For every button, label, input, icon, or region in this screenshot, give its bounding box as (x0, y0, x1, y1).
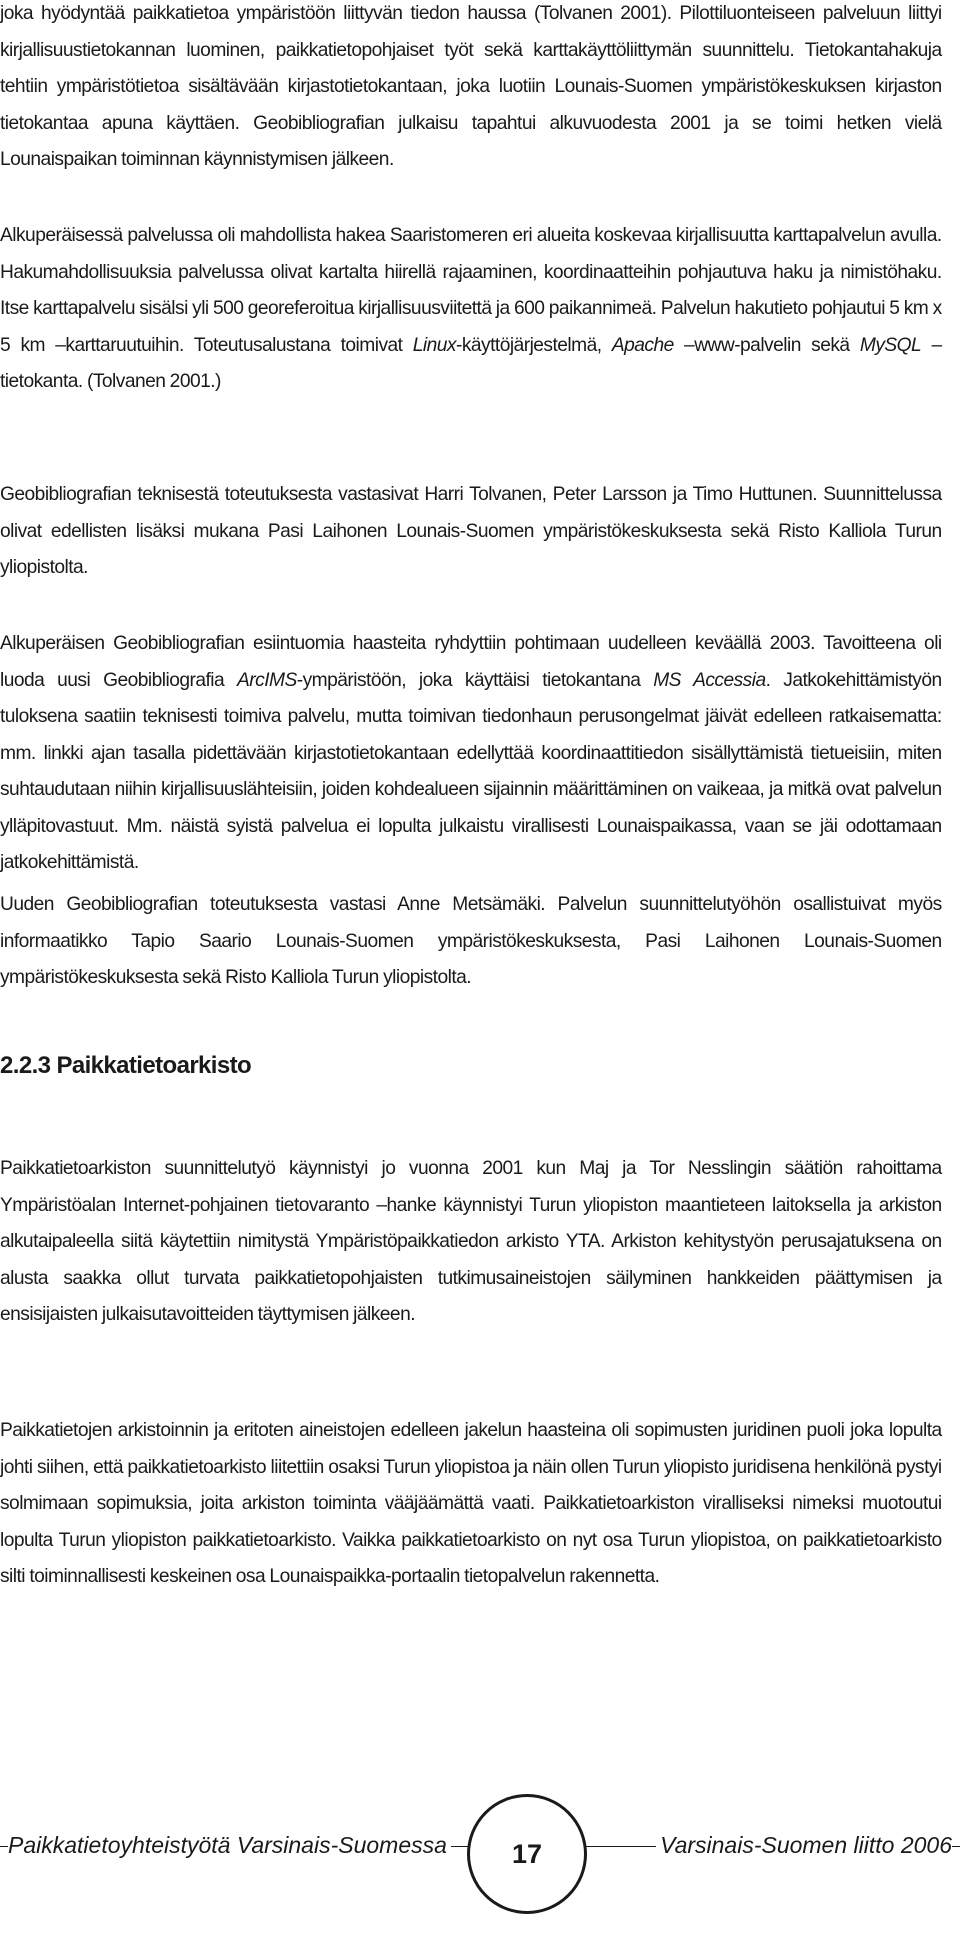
paragraph-original-service (0, 217, 942, 400)
page-number: 17 (511, 1838, 543, 1869)
text-span: -käyttöjärjestelmä, (455, 333, 612, 356)
footer-publisher: Varsinais-Suomen liitto 2006 (656, 1832, 952, 1859)
paragraph-archive-planning: Paikkatietoarkiston suunnittelutyö käynnistyi jo vuonna 2001 kun Maj ja Tor Nesslingin säätiön rahoittama Ympäristöalan Internet-pohjainen tietovaranto –hanke käynnistyi Turun yliopiston maantieteen laitoksella ja arkiston alkutaipaleella siitä käytettiin nimitystä Ympäristöpaikkatiedon arkisto YTA. Arkiston kehitystyön perusajatuksena on alusta saakka ollut turvata paikkatietopohjaisten tutkimusaineistojen säilyminen hankkeiden päättymisen ja ensisijaisten julkaisutavoitteiden täyttymisen jälkeen. (0, 1157, 942, 1325)
page-number-badge (467, 1794, 587, 1914)
italic-apache: Apache (611, 333, 674, 356)
paragraph-new-geobibliography (0, 625, 942, 881)
text-span: -ympäristöön, joka käyttäisi tietokantana (296, 668, 654, 691)
paragraph-new-implementation-team: Uuden Geobibliografian toteutuksesta vastasi Anne Metsämäki. Palvelun suunnittelutyöhön osallistuivat myös informaatikko Tapio Saario Lounais-Suomen ympäristökeskuksesta, Pasi Laihonen Lounais-Suomen ympäristökeskuksesta sekä Risto Kalliola Turun yliopistolta. (0, 893, 942, 988)
text-span: Alkuperäisessä palvelussa oli mahdollista hakea Saaristomeren eri alueita koskevaa kirjallisuutta karttapalvelun avulla. Hakumahdollisuuksia palvelussa olivat kartalta hiirellä rajaaminen, koordinaatteihin pohjautuva haku ja nimistöhaku. Itse karttapalvelu sisälsi yli 500 georeferoitua kirjallisuusviitettä ja 600 paikannimeä. Palvelun hakutieto pohjautui 5 km x 5 km –karttaruutuihin. Toteutusalustana toimivat (0, 224, 942, 356)
text-span: –tietokanta. (Tolvanen 2001.) (0, 333, 942, 392)
italic-arcims: ArcIMS (237, 668, 297, 691)
footer-publication-title: Paikkatietoyhteistyötä Varsinais-Suomessa (8, 1832, 451, 1859)
italic-linux: Linux (412, 333, 456, 356)
text-span: Alkuperäisen Geobibliografian esiintuomia haasteita ryhdyttiin pohtimaan uudelleen keväällä 2003. Tavoitteena oli luoda uusi Geobibliografia (0, 632, 942, 691)
text-span: . Jatkokehittämistyön tuloksena saatiin teknisesti toimiva palvelu, mutta toimivan tiedonhaun perusongelmat jäivät edelleen ratkaisematta: mm. linkki ajan tasalla pidettävään kirjastotietokantaan edellyttää koordinaattitiedon sisällyttämistä tietueisiin, miten suhtaudutaan niihin kirjallisuuslähteisiin, joiden kohdealueen sijainnin määrittäminen on vaikeaa, ja mitkä ovat palvelun ylläpitovastuut. Mm. näistä syistä palvelua ei lopulta julkaistu virallisesti Lounaispaikassa, vaan se jäi odottamaan jatkokehittämistä. (0, 668, 942, 873)
paragraph-geobibliography-intro: joka hyödyntää paikkatietoa ympäristöön liittyvän tiedon haussa (Tolvanen 2001). Pilottiluonteiseen palveluun liittyi kirjallisuustietokannan luominen, paikkatietopohjaiset työt sekä karttakäyttöliittymän suunnittelu. Tietokantahakuja tehtiin ympäristötietoa sisältävään kirjastotietokantaan, joka luotiin Lounais-Suomen ympäristökeskuksen kirjaston tietokantaa apuna käyttäen. Geobibliografian julkaisu tapahtui alkuvuodesta 2001 ja se toimi hetken vielä Lounaispaikan toiminnan käynnistymisen jälkeen. (0, 2, 942, 170)
italic-mysql: MySQL (859, 333, 922, 356)
italic-ms-access: MS Accessia (653, 668, 766, 691)
section-heading: 2.2.3 Paikkatietoarkisto (0, 1052, 252, 1079)
text-span: –www-palvelin sekä (673, 333, 860, 356)
paragraph-technical-implementation: Geobibliografian teknisestä toteutuksesta vastasivat Harri Tolvanen, Peter Larsson ja Timo Huttunen. Suunnittelussa olivat edellisten lisäksi mukana Pasi Laihonen Lounais-Suomen ympäristökeskuksesta sekä Risto Kalliola Turun yliopistolta. (0, 483, 942, 578)
paragraph-archive-legal: Paikkatietojen arkistoinnin ja eritoten aineistojen edelleen jakelun haasteina oli sopimusten juridinen puoli joka lopulta johti siihen, että paikkatietoarkisto liitettiin osaksi Turun yliopistoa ja näin ollen Turun yliopisto juridisena henkilönä pystyi solmimaan sopimuksia, joita arkiston toiminta vääjäämättä vaati. Paikkatietoarkiston viralliseksi nimeksi muotoutui lopulta Turun yliopiston paikkatietoarkisto. Vaikka paikkatietoarkisto on nyt osa Turun yliopistoa, on paikkatietoarkisto silti toiminnallisesti keskeinen osa Lounaispaikka-portaalin tietopalvelun rakennetta. (0, 1419, 942, 1587)
